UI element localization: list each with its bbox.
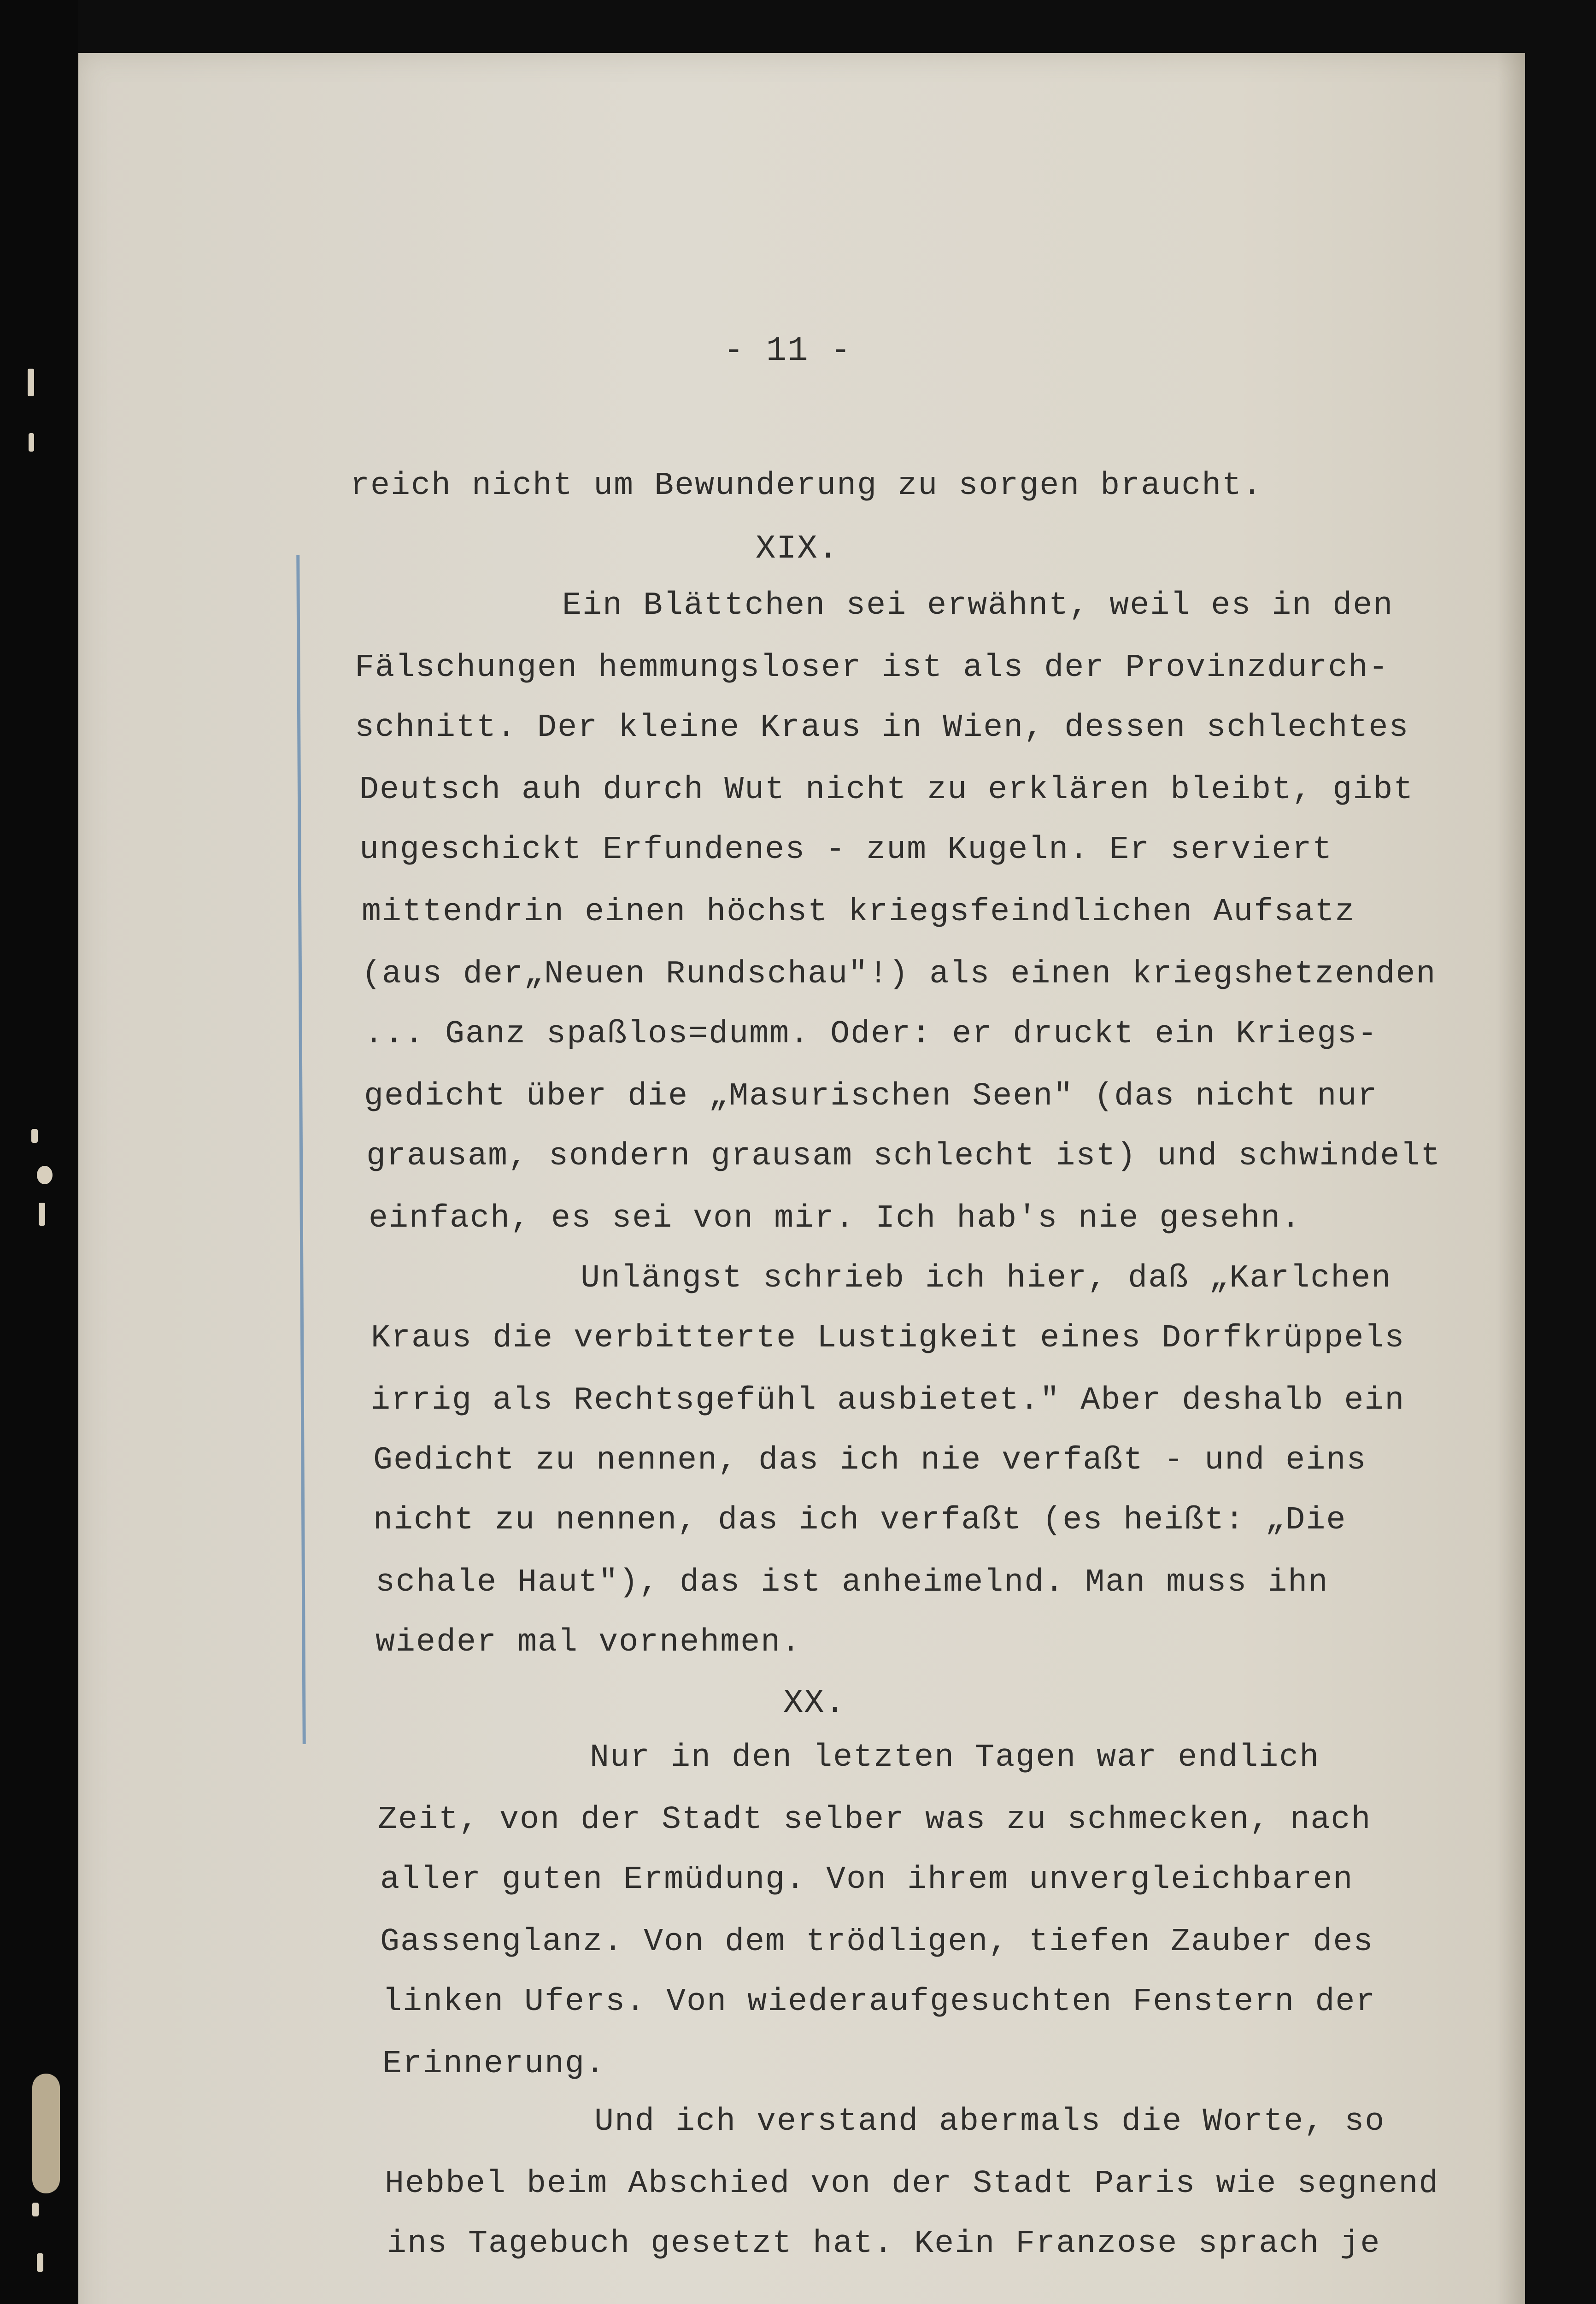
text-line: ins Tagebuch gesetzt hat. Kein Franzose sprach je xyxy=(387,2226,1381,2262)
binding-mark xyxy=(37,2253,43,2272)
text-line: Ein Blättchen sei erwähnt, weil es in den xyxy=(562,588,1394,624)
text-line: schnitt. Der kleine Kraus in Wien, dessen schlechtes xyxy=(355,710,1409,746)
text-line: nicht zu nennen, das ich verfaßt (es heißt: „Die xyxy=(373,1502,1347,1539)
section-heading: XX. xyxy=(783,1684,846,1722)
text-line: mittendrin einen höchst kriegsfeindlichen Aufsatz xyxy=(362,894,1355,930)
text-line: Hebbel beim Abschied von der Stadt Paris wie segnend xyxy=(385,2166,1439,2202)
text-line: Fälschungen hemmungsloser ist als der Provinzdurch- xyxy=(355,650,1389,686)
binding-mark xyxy=(28,369,34,396)
text-line: Gedicht zu nennen, das ich nie verfaßt - und eins xyxy=(373,1442,1367,1479)
text-line: Zeit, von der Stadt selber was zu schmecken, nach xyxy=(378,1802,1372,1838)
section-heading: XIX. xyxy=(756,530,839,568)
binding-mark xyxy=(32,2074,60,2193)
text-line: einfach, es sei von mir. Ich hab's nie gesehn. xyxy=(369,1200,1302,1237)
margin-annotation-line xyxy=(296,555,306,1744)
page-number: - 11 - xyxy=(723,332,852,370)
text-line: grausam, sondern grausam schlecht ist) und schwindelt xyxy=(366,1138,1441,1175)
binding-mark xyxy=(39,1203,45,1226)
binding-mark xyxy=(32,2203,39,2216)
typewritten-page xyxy=(78,53,1525,2304)
text-line: Erinnerung. xyxy=(382,2046,606,2082)
binding-mark xyxy=(29,433,34,452)
text-line: ... Ganz spaßlos=dumm. Oder: er druckt ein Kriegs- xyxy=(364,1016,1378,1052)
text-line: linken Ufers. Von wiederaufgesuchten Fenstern der xyxy=(382,1984,1376,2020)
text-line: Deutsch auh durch Wut nicht zu erklären bleibt, gibt xyxy=(359,772,1414,808)
text-line: gedicht über die „Masurischen Seen" (das nicht nur xyxy=(364,1078,1378,1115)
binding-holes xyxy=(18,230,60,2304)
text-line: ungeschickt Erfundenes - zum Kugeln. Er serviert xyxy=(359,832,1333,868)
binding-mark xyxy=(37,1166,53,1184)
binding-mark xyxy=(31,1129,38,1143)
text-line: wieder mal vornehmen. xyxy=(376,1624,802,1661)
text-line: schale Haut"), das ist anheimelnd. Man muss ihn xyxy=(376,1564,1329,1601)
text-line: Gassenglanz. Von dem trödligen, tiefen Zauber des xyxy=(380,1924,1374,1960)
text-line: Nur in den letzten Tagen war endlich xyxy=(590,1740,1320,1776)
text-line: Unlängst schrieb ich hier, daß „Karlchen xyxy=(581,1260,1392,1297)
text-line: Kraus die verbitterte Lustigkeit eines Dorfkrüppels xyxy=(371,1320,1405,1357)
text-line: irrig als Rechtsgefühl ausbietet." Aber deshalb ein xyxy=(371,1382,1405,1419)
text-line: aller guten Ermüdung. Von ihrem unvergleichbaren xyxy=(380,1862,1354,1898)
text-line: (aus der„Neuen Rundschau"!) als einen kriegshetzenden xyxy=(362,956,1437,993)
text-line: Und ich verstand abermals die Worte, so xyxy=(594,2104,1385,2140)
text-line: reich nicht um Bewunderung zu sorgen braucht. xyxy=(350,468,1263,504)
